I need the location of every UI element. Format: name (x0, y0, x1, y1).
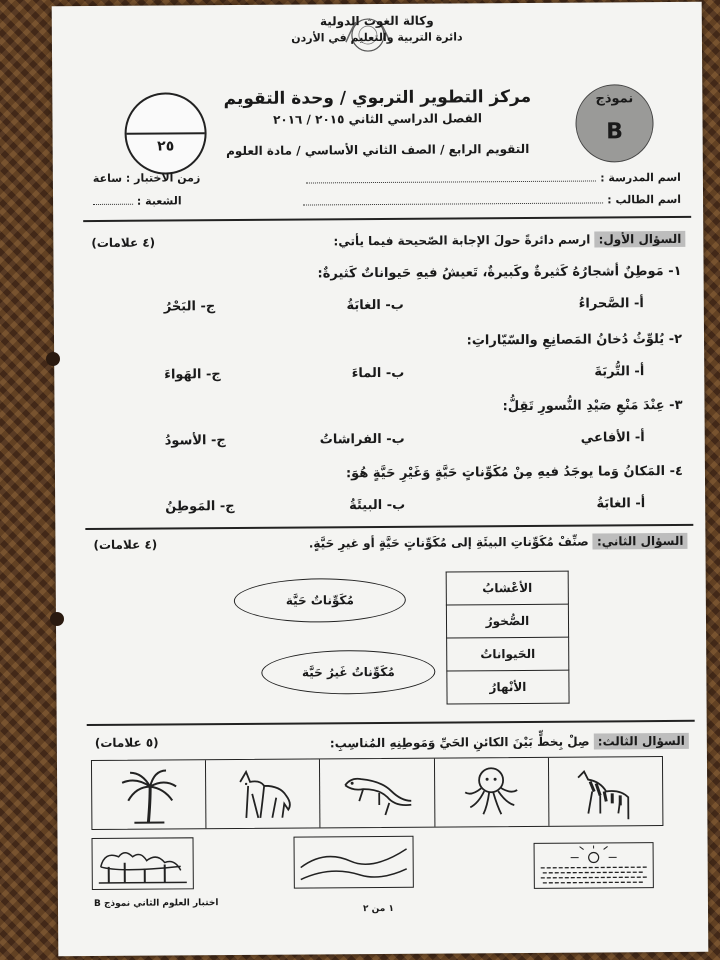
section-blank[interactable] (93, 194, 133, 205)
q1-item-2-option-b[interactable]: ب- الماءَ (351, 365, 405, 382)
score-circle (124, 92, 207, 175)
q1-item-3 (503, 398, 683, 414)
school-blank[interactable] (306, 170, 596, 183)
animal-cell[interactable] (319, 759, 434, 828)
score-total: ٢٥ (157, 138, 175, 155)
lizard-icon (339, 763, 415, 824)
assessment-line: التقويم الرابع / الصف الثاني الأساسي / مادة العلوم (226, 141, 530, 159)
q1-divider (85, 524, 693, 530)
model-label: نموذج (595, 91, 634, 107)
page-number: ١ من ٢ (362, 903, 394, 915)
animal-cell[interactable] (205, 759, 320, 828)
q3-tag: السؤال الثالث: (594, 733, 689, 750)
q1-item-2-option-a[interactable]: أ- التُّربَةَ (594, 364, 645, 380)
q1-item-2-option-c[interactable]: ج- الهَواءَ (164, 367, 221, 383)
score-divider (127, 132, 205, 135)
zebra-icon (570, 761, 640, 821)
q1-tag: السؤال الأول: (594, 231, 685, 248)
q1-item-1-option-a[interactable]: أ- الصَّحراءُ (578, 296, 644, 312)
sea-icon (537, 845, 651, 886)
animal-cell[interactable] (434, 758, 549, 827)
q1-item-3-option-c[interactable]: ج- الأسودُ (164, 433, 226, 449)
q1-item-4-option-a[interactable]: أ- الغابَةُ (596, 496, 646, 512)
q1-item-4-option-c[interactable]: ج- المَوطِنُ (165, 499, 235, 515)
q1-item-3-num: ٣- (669, 397, 683, 413)
student-label: اسم الطالب : (607, 192, 682, 207)
q1-item-2 (467, 332, 683, 349)
q1-item-1-text: مَوطِنٌ أشجارُهُ كَثيرةٌ وكَبيرةٌ، تَعيشُ فيهِ حَيواناتٌ كَثيرةٌ: (317, 264, 664, 282)
q1-item-4-text: المَكانُ وَما يوجَدُ فيهِ مِنْ مُكَوِّناتٍ حَيَّةٍ وَغَيْرِ حَيَّةٍ هُوَ: (345, 464, 666, 482)
component-cell[interactable]: الأنْهارُ (447, 670, 569, 704)
q2-divider (87, 720, 695, 726)
q3-heading (330, 734, 689, 751)
q1-item-3-option-b[interactable]: ب- الفراشاتُ (319, 431, 405, 448)
student-field[interactable] (303, 192, 681, 209)
q1-heading (333, 232, 685, 248)
q1-item-2-num: ٢- (668, 331, 683, 347)
header-divider (83, 216, 691, 222)
desert-icon (297, 839, 411, 886)
habitat-box[interactable] (534, 842, 654, 889)
habitat-box[interactable] (91, 837, 193, 890)
q3-instruction: صِلْ بِخطٍّ بَيْنَ الكائنِ الحَيِّ وَمَوطِنِهِ المُناسِبِ: (329, 734, 590, 751)
q1-item-4-num: ٤- (669, 463, 684, 479)
time-label: زمن الاختبار : ساعة (92, 171, 201, 185)
school-field[interactable] (306, 170, 681, 187)
center-title: مركز التطوير التربوي / وحدة التقويم (223, 86, 532, 110)
model-badge (575, 84, 654, 163)
animals-strip (91, 756, 663, 830)
department-name: دائرة التربية والتعليم في الأردن (291, 30, 463, 45)
punch-hole (50, 612, 64, 626)
q2-instruction: صنِّفْ مُكَوِّناتِ البيئَةِ إلى مُكَوِّناتٍ حَيَّةٍ أو غيرِ حَيَّةٍ. (308, 534, 589, 551)
agency-name: وكالة الغوث الدولية (319, 13, 434, 29)
q1-item-1-option-b[interactable]: ب- الغابَةُ (346, 297, 404, 314)
footer-title: اختبار العلوم الثاني نموذج B (93, 898, 219, 910)
fox-icon (228, 764, 298, 824)
forest-icon (95, 840, 191, 887)
components-table (446, 571, 570, 705)
q1-item-1 (317, 264, 681, 282)
q3-marks: (٥ علامات) (94, 735, 159, 750)
component-cell[interactable]: الصُّخورُ (446, 604, 568, 638)
nonliving-oval[interactable]: مُكَوِّناتٌ غَيرُ حَيَّة (261, 650, 435, 695)
animal-cell[interactable] (548, 757, 663, 826)
punch-hole (46, 352, 60, 366)
q2-tag: السؤال الثاني: (593, 533, 688, 550)
q1-item-3-text: عِنْدَ مَنْعِ صَيْدِ النُّسورِ تَقِلُّ: (502, 398, 665, 415)
q2-heading (309, 534, 688, 551)
component-cell[interactable]: الأعْشابُ (446, 571, 568, 605)
palm-tree-icon (114, 764, 184, 824)
q1-item-4-option-b[interactable]: ب- البيئَةُ (348, 497, 406, 514)
component-cell[interactable]: الحَيواناتُ (447, 637, 569, 671)
section-field[interactable] (93, 193, 182, 208)
q1-item-1-option-c[interactable]: ج- البَحْرُ (163, 299, 216, 315)
q1-item-1-num: ١- (668, 263, 682, 279)
living-oval[interactable]: مُكَوِّناتٌ حَيَّة (234, 578, 406, 623)
model-letter: B (606, 119, 624, 145)
q1-item-3-option-a[interactable]: أ- الأفاعي (580, 430, 645, 446)
student-blank[interactable] (303, 192, 603, 205)
q1-item-4 (346, 464, 683, 481)
section-label: الشعبة : (136, 194, 182, 208)
q2-marks: (٤ علامات) (93, 537, 158, 553)
q1-instruction: ارسم دائرةً حولَ الإجابة الصّحيحة فيما يأتي: (333, 232, 591, 249)
exam-paper (52, 2, 709, 957)
school-label: اسم المدرسة : (600, 170, 681, 185)
q1-item-2-text: يُلوِّثُ دُخانُ المَصانِعِ والسّيّاراتِ: (466, 332, 665, 349)
q1-marks: (٤ علامات) (91, 235, 156, 251)
octopus-icon (456, 762, 526, 822)
habitat-box[interactable] (293, 836, 413, 889)
animal-cell[interactable] (92, 760, 206, 829)
term-line: الفصل الدراسي الثاني ٢٠١٥ / ٢٠١٦ (273, 111, 482, 127)
